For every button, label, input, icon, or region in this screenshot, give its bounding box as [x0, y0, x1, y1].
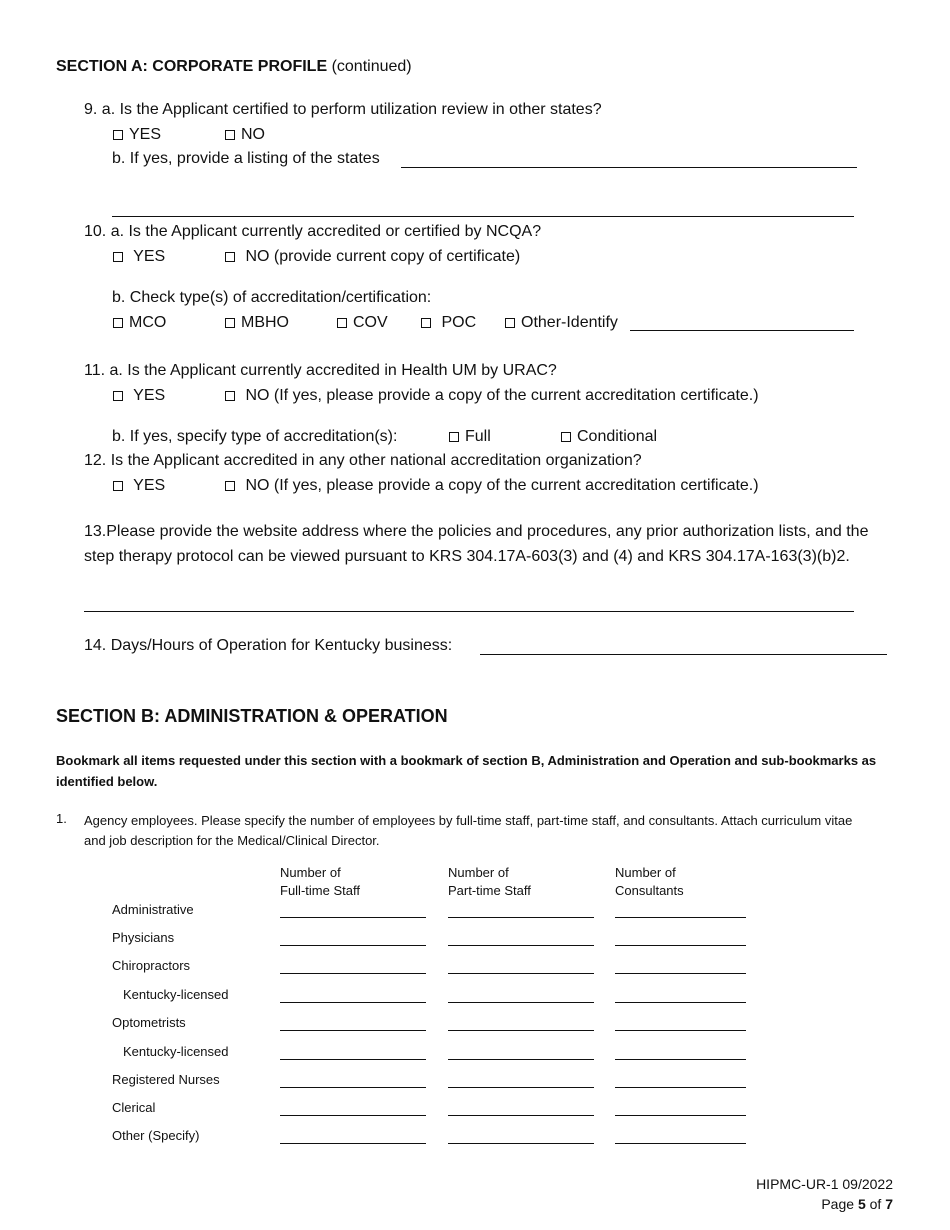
- row-label-administrative: Administrative: [112, 902, 194, 917]
- nurses-full-time-field[interactable]: [280, 1087, 426, 1088]
- q11-full-label: Full: [465, 428, 491, 445]
- footer-page-number: [821, 1196, 893, 1212]
- clerical-full-time-field[interactable]: [280, 1115, 426, 1116]
- chiropractors-full-time-field[interactable]: [280, 973, 426, 974]
- q12-yes-option[interactable]: [113, 477, 165, 495]
- optometrists-ky-part-time-field[interactable]: [448, 1059, 594, 1060]
- row-label-physicians: Physicians: [112, 930, 175, 945]
- q9-yes-label: YES: [129, 126, 162, 143]
- q12-no-option[interactable]: [225, 477, 759, 495]
- q10-mco-label: MCO: [129, 314, 167, 331]
- q10-yes-label: YES: [133, 248, 166, 265]
- col-header-consultants-line1: Number of: [615, 865, 676, 880]
- other-consultants-field[interactable]: [615, 1143, 746, 1144]
- q11-full-option[interactable]: [449, 428, 491, 446]
- optometrists-full-time-field[interactable]: [280, 1030, 426, 1031]
- col-header-full-time-line1: Number of: [280, 865, 341, 880]
- q11-a-text: 11. a. Is the Applicant currently accredited in Health UM by URAC?: [84, 362, 557, 379]
- q10-yes-checkbox[interactable]: [113, 252, 123, 262]
- section-a-continued: (continued): [331, 58, 412, 75]
- chiropractors-ky-full-time-field[interactable]: [280, 1002, 426, 1003]
- chiropractors-consultants-field[interactable]: [615, 973, 746, 974]
- item1-number: 1.: [56, 811, 67, 826]
- footer-form-id: HIPMC-UR-1 09/2022: [756, 1176, 893, 1192]
- section-b-bookmark-note: Bookmark all items requested under this section with a bookmark of section B, Administration and Operation and sub-bookmarks as identified below.: [56, 753, 877, 789]
- q9-yes-option[interactable]: [113, 126, 161, 144]
- optometrists-part-time-field[interactable]: [448, 1030, 594, 1031]
- row-label-clerical: Clerical: [112, 1100, 156, 1115]
- q11-b-text: b. If yes, specify type of accreditation(s):: [112, 428, 398, 445]
- q10-no-option[interactable]: [225, 248, 520, 266]
- q10-other-label: Other-Identify: [521, 314, 618, 331]
- other-full-time-field[interactable]: [280, 1143, 426, 1144]
- q10-type-poc[interactable]: [421, 314, 476, 332]
- q11-no-option[interactable]: [225, 387, 759, 405]
- other-part-time-field[interactable]: [448, 1143, 594, 1144]
- q13-website-field[interactable]: [84, 611, 854, 612]
- clerical-part-time-field[interactable]: [448, 1115, 594, 1116]
- q9-yes-checkbox[interactable]: [113, 130, 123, 140]
- section-a-heading-line: [56, 58, 412, 76]
- footer-page-total: 7: [885, 1196, 893, 1212]
- col-header-full-time-line2: Full-time Staff: [280, 883, 360, 898]
- section-a-heading: SECTION A: CORPORATE PROFILE: [56, 58, 328, 75]
- physicians-consultants-field[interactable]: [615, 945, 746, 946]
- q10-type-other[interactable]: [505, 314, 618, 332]
- q10-cov-label: COV: [353, 314, 388, 331]
- footer-page-current: 5: [857, 1196, 866, 1212]
- q10-poc-label: POC: [441, 314, 477, 331]
- q11-conditional-option[interactable]: [561, 428, 657, 446]
- row-label-registered-nurses: Registered Nurses: [112, 1072, 220, 1087]
- q10-poc-checkbox[interactable]: [421, 318, 431, 328]
- administrative-part-time-field[interactable]: [448, 917, 594, 918]
- q10-mbho-label: MBHO: [241, 314, 289, 331]
- q11-no-checkbox[interactable]: [225, 391, 235, 401]
- footer-page-prefix: Page: [821, 1196, 858, 1212]
- q10-cov-checkbox[interactable]: [337, 318, 347, 328]
- row-label-chiropractors-ky-licensed: Kentucky-licensed: [123, 987, 229, 1002]
- optometrists-consultants-field[interactable]: [615, 1030, 746, 1031]
- q13-text: 13.Please provide the website address where the policies and procedures, any prior authorization lists, and the step therapy protocol can be viewed pursuant to KRS 304.17A-603(3) and (4) and KRS 304.17A-163(3)(b)2.: [84, 523, 869, 565]
- q11-conditional-checkbox[interactable]: [561, 432, 571, 442]
- q10-type-mco[interactable]: [113, 314, 166, 332]
- q10-mco-checkbox[interactable]: [113, 318, 123, 328]
- q11-conditional-label: Conditional: [577, 428, 658, 445]
- q12-yes-checkbox[interactable]: [113, 481, 123, 491]
- row-label-other: Other (Specify): [112, 1128, 200, 1143]
- q11-full-checkbox[interactable]: [449, 432, 459, 442]
- q9-no-label: NO: [241, 126, 265, 143]
- q10-type-cov[interactable]: [337, 314, 388, 332]
- q10-type-mbho[interactable]: [225, 314, 289, 332]
- physicians-full-time-field[interactable]: [280, 945, 426, 946]
- q9-b-text: b. If yes, provide a listing of the states: [112, 150, 380, 167]
- col-header-part-time-line2: Part-time Staff: [448, 883, 531, 898]
- clerical-consultants-field[interactable]: [615, 1115, 746, 1116]
- optometrists-ky-consultants-field[interactable]: [615, 1059, 746, 1060]
- q11-no-label: NO (If yes, please provide a copy of the current accreditation certificate.): [245, 387, 759, 404]
- q10-other-checkbox[interactable]: [505, 318, 515, 328]
- q10-a-text: 10. a. Is the Applicant currently accredited or certified by NCQA?: [84, 223, 542, 240]
- q9-states-field[interactable]: [401, 167, 857, 168]
- q10-no-checkbox[interactable]: [225, 252, 235, 262]
- col-header-full-time: [280, 864, 360, 900]
- row-label-chiropractors: Chiropractors: [112, 958, 191, 973]
- physicians-part-time-field[interactable]: [448, 945, 594, 946]
- q10-other-identify-field[interactable]: [630, 330, 854, 331]
- col-header-consultants: [615, 864, 684, 900]
- footer-page-of: of: [865, 1196, 886, 1212]
- q10-no-label: NO (provide current copy of certificate): [245, 248, 521, 265]
- row-label-optometrists: Optometrists: [112, 1015, 186, 1030]
- q10-mbho-checkbox[interactable]: [225, 318, 235, 328]
- administrative-full-time-field[interactable]: [280, 917, 426, 918]
- col-header-part-time-line1: Number of: [448, 865, 509, 880]
- nurses-part-time-field[interactable]: [448, 1087, 594, 1088]
- q9-states-field-line2[interactable]: [112, 216, 854, 217]
- q12-text: 12. Is the Applicant accredited in any other national accreditation organization?: [84, 452, 642, 469]
- q11-yes-checkbox[interactable]: [113, 391, 123, 401]
- q14-text: 14. Days/Hours of Operation for Kentucky business:: [84, 637, 453, 654]
- chiropractors-ky-consultants-field[interactable]: [615, 1002, 746, 1003]
- q12-no-checkbox[interactable]: [225, 481, 235, 491]
- q11-yes-option[interactable]: [113, 387, 165, 405]
- q14-hours-field[interactable]: [480, 654, 887, 655]
- section-b-heading: SECTION B: ADMINISTRATION & OPERATION: [56, 706, 448, 726]
- nurses-consultants-field[interactable]: [615, 1087, 746, 1088]
- optometrists-ky-full-time-field[interactable]: [280, 1059, 426, 1060]
- chiropractors-part-time-field[interactable]: [448, 973, 594, 974]
- q12-yes-label: YES: [133, 477, 166, 494]
- col-header-part-time: [448, 864, 531, 900]
- q10-yes-option[interactable]: [113, 248, 165, 266]
- col-header-consultants-line2: Consultants: [615, 883, 684, 898]
- administrative-consultants-field[interactable]: [615, 917, 746, 918]
- q12-no-label: NO (If yes, please provide a copy of the current accreditation certificate.): [245, 477, 759, 494]
- row-label-optometrists-ky-licensed: Kentucky-licensed: [123, 1044, 229, 1059]
- chiropractors-ky-part-time-field[interactable]: [448, 1002, 594, 1003]
- q9-no-checkbox[interactable]: [225, 130, 235, 140]
- item1-text: Agency employees. Please specify the number of employees by full-time staff, part-time staff, and consultants. Attach curriculum vitae and job description for the Medical/Clinical Director.: [84, 813, 853, 848]
- q11-yes-label: YES: [133, 387, 166, 404]
- q10-b-text: b. Check type(s) of accreditation/certification:: [112, 289, 432, 306]
- q9-a-text: 9. a. Is the Applicant certified to perform utilization review in other states?: [84, 101, 602, 118]
- q9-no-option[interactable]: [225, 126, 265, 144]
